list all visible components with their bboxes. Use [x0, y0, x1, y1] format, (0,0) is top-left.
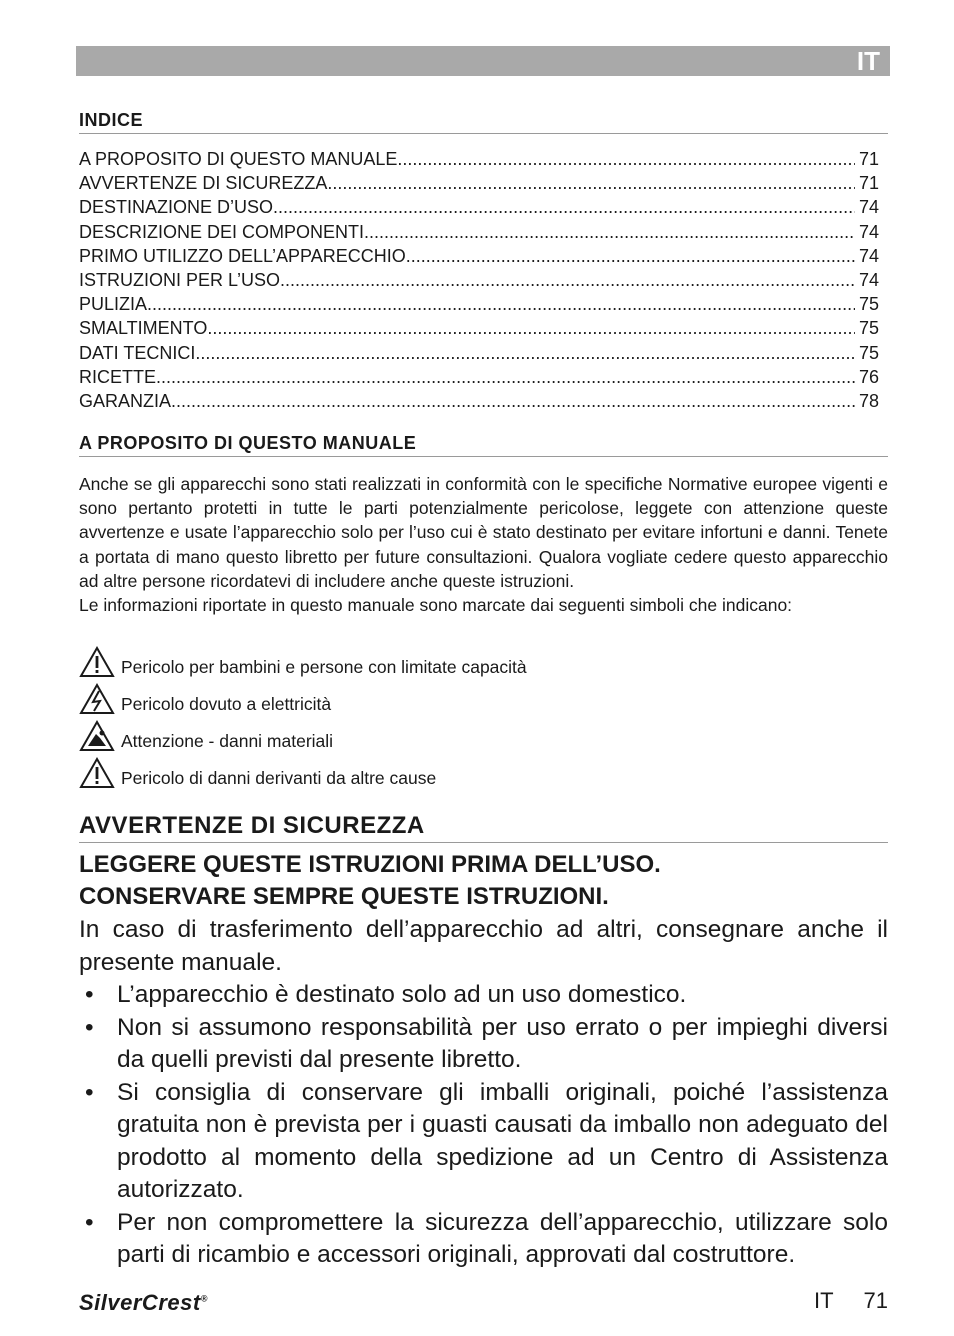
toc-entry[interactable]: AVVERTENZE DI SICUREZZA ..... 71 — [79, 171, 879, 195]
electric-hazard-icon — [79, 683, 115, 715]
toc-entry[interactable]: GARANZIA ..... 78 — [79, 389, 879, 413]
symbol-row — [79, 644, 527, 678]
warning-triangle-icon — [79, 757, 115, 789]
brand-logo: SilverCrest® — [79, 1290, 208, 1315]
footer-lang: IT — [813, 1288, 834, 1313]
about-heading: A PROPOSITO DI QUESTO MANUALE — [79, 433, 888, 457]
toc-entry[interactable]: DESTINAZIONE D’USO ..... 74 — [79, 195, 879, 219]
toc-entry[interactable]: DATI TECNICI ..... 75 — [79, 341, 879, 365]
toc-entry[interactable]: DESCRIZIONE DEI COMPONENTI ..... 74 — [79, 220, 879, 244]
toc-entry[interactable]: RICETTE ..... 76 — [79, 365, 879, 389]
symbol-label: Attenzione - danni materiali — [121, 731, 334, 751]
toc-entry[interactable]: A PROPOSITO DI QUESTO MANUALE ..... 71 — [79, 147, 879, 171]
safety-heading: AVVERTENZE DI SICUREZZA — [79, 812, 888, 843]
symbol-row — [79, 681, 331, 715]
safety-notice-line: LEGGERE QUESTE ISTRUZIONI PRIMA DELL’USO. — [79, 851, 661, 878]
toc-entry[interactable]: ISTRUZIONI PER L’USO ..... 74 — [79, 268, 879, 292]
symbol-label: Pericolo di danni derivanti da altre cause — [121, 768, 437, 788]
toc-entry[interactable]: PULIZIA ..... 75 — [79, 292, 879, 316]
safety-list — [79, 979, 888, 1272]
symbol-row — [79, 718, 333, 752]
language-bar — [76, 46, 890, 76]
list-item: • Non si assumono responsabilità per uso errato o per impieghi diversi da quelli previsti dal presente libretto. — [79, 1012, 888, 1077]
safety-notice-line: CONSERVARE SEMPRE QUESTE ISTRUZIONI. — [79, 883, 609, 910]
symbol-label: Pericolo dovuto a elettricità — [121, 694, 332, 714]
about-text — [79, 472, 888, 617]
warning-triangle-icon — [79, 646, 115, 678]
toc-entry[interactable]: SMALTIMENTO ..... 75 — [79, 316, 879, 340]
page-footer — [814, 1288, 888, 1314]
table-of-contents — [79, 147, 879, 413]
list-item: • Per non compromettere la sicurezza dell’apparecchio, utilizzare solo parti di ricambio e accessori originali, approvati dal costruttore. — [79, 1207, 888, 1272]
symbol-label: Pericolo per bambini e persone con limitate capacità — [121, 657, 527, 677]
about-paragraph: Anche se gli apparecchi sono stati realizzati in conformità con le specifiche Normative europee vigenti e sono pertanto protetti in tutte le parti potenzialmente pericolose, leggete con attenzione queste avvertenze e usate l’apparecchio solo per l’uso cui è stato destinato per evitare infortuni e danni. Tenete a portata di mano questo libretto per future consultazioni. Qualora vogliate cedere questo apparecchio ad altre persone ricordatevi di includere anche queste istruzioni. — [79, 474, 888, 591]
symbol-row — [79, 755, 436, 789]
toc-heading: INDICE — [79, 110, 888, 134]
safety-body — [79, 914, 888, 1272]
toc-entry[interactable]: PRIMO UTILIZZO DELL’APPARECCHIO ..... 74 — [79, 244, 879, 268]
language-code: IT — [856, 46, 880, 76]
safety-intro: In caso di trasferimento dell’apparecchio ad altri, consegnare anche il presente manuale. — [79, 916, 888, 976]
about-paragraph: Le informazioni riportate in questo manuale sono marcate dai seguenti simboli che indicano: — [79, 595, 793, 616]
page-number: 71 — [863, 1288, 888, 1313]
material-damage-icon — [79, 720, 115, 752]
list-item: • L’apparecchio è destinato solo ad un uso domestico. — [79, 979, 888, 1012]
list-item: • Si consiglia di conservare gli imballi originali, poiché l’assistenza gratuita non è prevista per i guasti causati da imballo non adeguato del prodotto al momento della spedizione ad un Centro di Assistenza autorizzato. — [79, 1077, 888, 1207]
